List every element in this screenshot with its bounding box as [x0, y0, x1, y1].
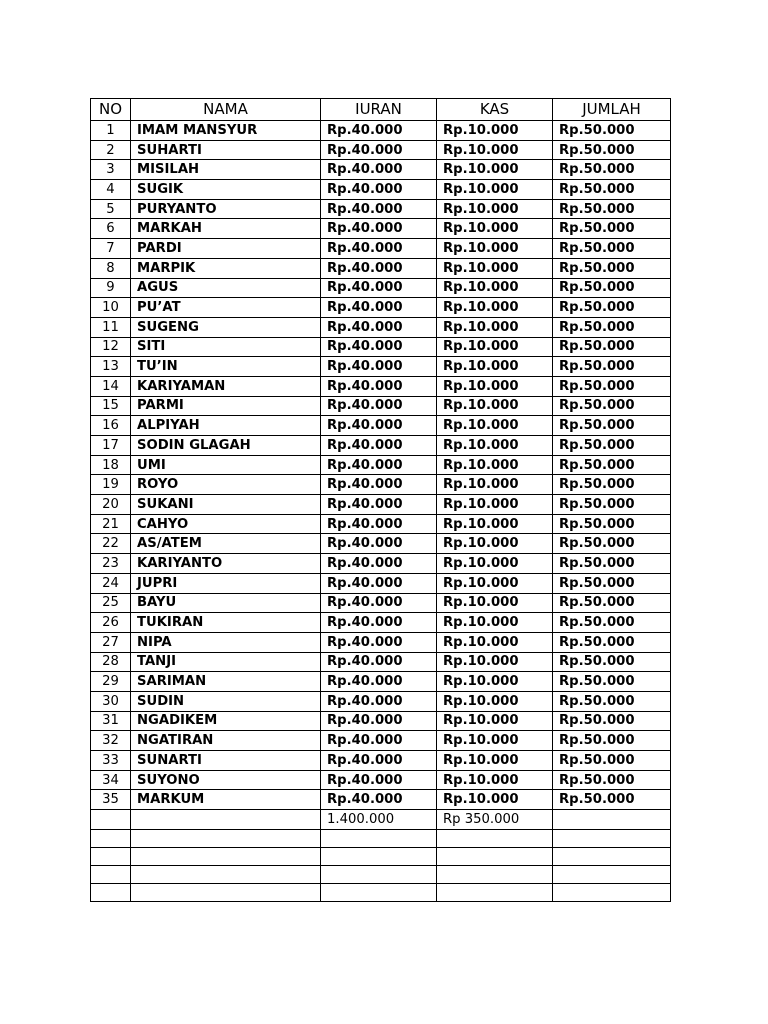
- cell-no: 26: [91, 613, 131, 633]
- cell-kas: Rp.10.000: [437, 180, 553, 200]
- cell-jumlah: Rp.50.000: [553, 770, 671, 790]
- table-row: [91, 396, 671, 416]
- cell-iuran: Rp.40.000: [321, 770, 437, 790]
- cell-kas: Rp.10.000: [437, 337, 553, 357]
- cell-nama: [131, 847, 321, 865]
- table-row: [91, 672, 671, 692]
- cell-nama: PARMI: [131, 396, 321, 416]
- blank-row: [91, 865, 671, 883]
- cell-kas: Rp.10.000: [437, 219, 553, 239]
- cell-nama: SITI: [131, 337, 321, 357]
- cell-jumlah: Rp.50.000: [553, 475, 671, 495]
- cell-iuran: Rp.40.000: [321, 573, 437, 593]
- table-row: [91, 731, 671, 751]
- cell-no: 15: [91, 396, 131, 416]
- header-kas: KAS: [437, 99, 553, 121]
- cell-no: 20: [91, 495, 131, 515]
- cell-nama: SUHARTI: [131, 140, 321, 160]
- table-row: [91, 416, 671, 436]
- table-row: [91, 711, 671, 731]
- cell-no: 17: [91, 436, 131, 456]
- cell-jumlah: Rp.50.000: [553, 495, 671, 515]
- cell-no: 23: [91, 554, 131, 574]
- cell-iuran: Rp.40.000: [321, 613, 437, 633]
- cell-jumlah: Rp.50.000: [553, 593, 671, 613]
- table-row: [91, 593, 671, 613]
- cell-no: 1: [91, 121, 131, 141]
- cell-kas: Rp.10.000: [437, 278, 553, 298]
- cell-nama: [131, 883, 321, 901]
- cell-jumlah: Rp.50.000: [553, 652, 671, 672]
- cell-no: 6: [91, 219, 131, 239]
- cell-iuran: Rp.40.000: [321, 475, 437, 495]
- cell-nama: TANJI: [131, 652, 321, 672]
- cell-iuran: Rp.40.000: [321, 593, 437, 613]
- cell-kas: Rp.10.000: [437, 652, 553, 672]
- cell-kas: [437, 865, 553, 883]
- cell-kas: Rp.10.000: [437, 573, 553, 593]
- cell-kas: Rp.10.000: [437, 554, 553, 574]
- cell-nama: NGADIKEM: [131, 711, 321, 731]
- cell-iuran: Rp.40.000: [321, 199, 437, 219]
- cell-no: 32: [91, 731, 131, 751]
- cell-nama: MISILAH: [131, 160, 321, 180]
- table-row: [91, 652, 671, 672]
- cell-jumlah: Rp.50.000: [553, 711, 671, 731]
- table-row: [91, 455, 671, 475]
- table-row: [91, 298, 671, 318]
- cell-no: 19: [91, 475, 131, 495]
- cell-kas: [437, 883, 553, 901]
- cell-jumlah: Rp.50.000: [553, 534, 671, 554]
- cell-iuran: Rp.40.000: [321, 790, 437, 810]
- cell-nama: UMI: [131, 455, 321, 475]
- cell-iuran: Rp.40.000: [321, 691, 437, 711]
- cell-no: 7: [91, 239, 131, 259]
- cell-jumlah: Rp.50.000: [553, 632, 671, 652]
- cell-iuran: Rp.40.000: [321, 652, 437, 672]
- cell-kas: Rp.10.000: [437, 396, 553, 416]
- table-row: [91, 278, 671, 298]
- cell-nama: [131, 810, 321, 830]
- cell-kas: [437, 847, 553, 865]
- cell-jumlah: Rp.50.000: [553, 613, 671, 633]
- cell-kas: Rp.10.000: [437, 770, 553, 790]
- cell-jumlah: Rp.50.000: [553, 357, 671, 377]
- cell-iuran: Rp.40.000: [321, 554, 437, 574]
- cell-nama: AGUS: [131, 278, 321, 298]
- table-row: [91, 121, 671, 141]
- cell-kas: Rp.10.000: [437, 751, 553, 771]
- cell-iuran: Rp.40.000: [321, 534, 437, 554]
- cell-no: 2: [91, 140, 131, 160]
- cell-nama: [131, 865, 321, 883]
- cell-kas: Rp.10.000: [437, 455, 553, 475]
- table-row: [91, 691, 671, 711]
- cell-nama: MARKUM: [131, 790, 321, 810]
- table-row: [91, 180, 671, 200]
- cell-kas: Rp.10.000: [437, 672, 553, 692]
- cell-kas: Rp.10.000: [437, 514, 553, 534]
- cell-no: [91, 847, 131, 865]
- cell-nama: ALPIYAH: [131, 416, 321, 436]
- totals-row: [91, 810, 671, 830]
- cell-kas: Rp 350.000: [437, 810, 553, 830]
- cell-jumlah: [553, 883, 671, 901]
- cell-no: 8: [91, 258, 131, 278]
- cell-jumlah: [553, 847, 671, 865]
- cell-nama: AS/ATEM: [131, 534, 321, 554]
- cell-iuran: Rp.40.000: [321, 376, 437, 396]
- cell-iuran: Rp.40.000: [321, 317, 437, 337]
- cell-iuran: Rp.40.000: [321, 239, 437, 259]
- table-row: [91, 514, 671, 534]
- cell-nama: SUNARTI: [131, 751, 321, 771]
- cell-iuran: Rp.40.000: [321, 632, 437, 652]
- cell-iuran: Rp.40.000: [321, 219, 437, 239]
- cell-iuran: Rp.40.000: [321, 731, 437, 751]
- cell-kas: Rp.10.000: [437, 160, 553, 180]
- cell-no: 5: [91, 199, 131, 219]
- cell-nama: NGATIRAN: [131, 731, 321, 751]
- cell-iuran: Rp.40.000: [321, 298, 437, 318]
- cell-no: 14: [91, 376, 131, 396]
- cell-nama: KARIYAMAN: [131, 376, 321, 396]
- table-row: [91, 160, 671, 180]
- cell-iuran: [321, 865, 437, 883]
- cell-jumlah: Rp.50.000: [553, 731, 671, 751]
- cell-nama: MARKAH: [131, 219, 321, 239]
- table-row: [91, 357, 671, 377]
- cell-iuran: Rp.40.000: [321, 278, 437, 298]
- cell-jumlah: Rp.50.000: [553, 396, 671, 416]
- dues-table: [90, 98, 671, 902]
- cell-nama: SUGENG: [131, 317, 321, 337]
- cell-kas: Rp.10.000: [437, 790, 553, 810]
- cell-no: 21: [91, 514, 131, 534]
- cell-kas: Rp.10.000: [437, 376, 553, 396]
- cell-iuran: 1.400.000: [321, 810, 437, 830]
- cell-kas: Rp.10.000: [437, 140, 553, 160]
- cell-nama: SUYONO: [131, 770, 321, 790]
- cell-no: 13: [91, 357, 131, 377]
- cell-no: 18: [91, 455, 131, 475]
- table-row: [91, 770, 671, 790]
- cell-nama: JUPRI: [131, 573, 321, 593]
- table-row: [91, 219, 671, 239]
- table-row: [91, 573, 671, 593]
- cell-jumlah: Rp.50.000: [553, 298, 671, 318]
- table-row: [91, 475, 671, 495]
- cell-iuran: Rp.40.000: [321, 121, 437, 141]
- cell-kas: Rp.10.000: [437, 731, 553, 751]
- cell-no: 11: [91, 317, 131, 337]
- cell-nama: PURYANTO: [131, 199, 321, 219]
- cell-kas: Rp.10.000: [437, 298, 553, 318]
- cell-nama: CAHYO: [131, 514, 321, 534]
- table-row: [91, 337, 671, 357]
- cell-iuran: Rp.40.000: [321, 514, 437, 534]
- cell-iuran: Rp.40.000: [321, 337, 437, 357]
- cell-iuran: Rp.40.000: [321, 495, 437, 515]
- table-row: [91, 239, 671, 259]
- table-row: [91, 534, 671, 554]
- cell-jumlah: Rp.50.000: [553, 121, 671, 141]
- cell-jumlah: Rp.50.000: [553, 455, 671, 475]
- cell-no: 28: [91, 652, 131, 672]
- cell-nama: PARDI: [131, 239, 321, 259]
- cell-jumlah: Rp.50.000: [553, 199, 671, 219]
- cell-no: [91, 810, 131, 830]
- cell-no: 31: [91, 711, 131, 731]
- cell-nama: ROYO: [131, 475, 321, 495]
- table-body: [91, 121, 671, 902]
- cell-no: 9: [91, 278, 131, 298]
- cell-jumlah: Rp.50.000: [553, 376, 671, 396]
- cell-jumlah: Rp.50.000: [553, 180, 671, 200]
- blank-row: [91, 847, 671, 865]
- cell-jumlah: Rp.50.000: [553, 337, 671, 357]
- table-row: [91, 554, 671, 574]
- cell-jumlah: [553, 829, 671, 847]
- cell-nama: TU’IN: [131, 357, 321, 377]
- cell-no: 16: [91, 416, 131, 436]
- cell-iuran: [321, 829, 437, 847]
- cell-no: 10: [91, 298, 131, 318]
- cell-nama: IMAM MANSYUR: [131, 121, 321, 141]
- header-jumlah: JUMLAH: [553, 99, 671, 121]
- cell-nama: NIPA: [131, 632, 321, 652]
- cell-nama: [131, 829, 321, 847]
- cell-iuran: Rp.40.000: [321, 416, 437, 436]
- cell-nama: MARPIK: [131, 258, 321, 278]
- cell-kas: Rp.10.000: [437, 199, 553, 219]
- cell-iuran: Rp.40.000: [321, 357, 437, 377]
- table-row: [91, 632, 671, 652]
- cell-no: 3: [91, 160, 131, 180]
- cell-no: 30: [91, 691, 131, 711]
- cell-jumlah: Rp.50.000: [553, 691, 671, 711]
- cell-iuran: [321, 847, 437, 865]
- cell-no: 25: [91, 593, 131, 613]
- table-row: [91, 790, 671, 810]
- table-row: [91, 751, 671, 771]
- cell-iuran: Rp.40.000: [321, 258, 437, 278]
- cell-nama: SODIN GLAGAH: [131, 436, 321, 456]
- cell-no: [91, 829, 131, 847]
- cell-iuran: Rp.40.000: [321, 160, 437, 180]
- cell-jumlah: Rp.50.000: [553, 416, 671, 436]
- cell-jumlah: Rp.50.000: [553, 317, 671, 337]
- cell-no: 22: [91, 534, 131, 554]
- cell-kas: Rp.10.000: [437, 357, 553, 377]
- table-row: [91, 199, 671, 219]
- cell-iuran: Rp.40.000: [321, 436, 437, 456]
- cell-no: 24: [91, 573, 131, 593]
- cell-no: [91, 883, 131, 901]
- cell-jumlah: [553, 810, 671, 830]
- cell-iuran: Rp.40.000: [321, 672, 437, 692]
- cell-jumlah: Rp.50.000: [553, 573, 671, 593]
- cell-iuran: Rp.40.000: [321, 455, 437, 475]
- cell-kas: [437, 829, 553, 847]
- cell-kas: Rp.10.000: [437, 593, 553, 613]
- cell-nama: BAYU: [131, 593, 321, 613]
- cell-nama: TUKIRAN: [131, 613, 321, 633]
- cell-kas: Rp.10.000: [437, 632, 553, 652]
- header-row: [91, 99, 671, 121]
- cell-iuran: Rp.40.000: [321, 180, 437, 200]
- table-row: [91, 317, 671, 337]
- cell-iuran: Rp.40.000: [321, 751, 437, 771]
- table-row: [91, 495, 671, 515]
- cell-kas: Rp.10.000: [437, 121, 553, 141]
- cell-kas: Rp.10.000: [437, 534, 553, 554]
- cell-iuran: Rp.40.000: [321, 711, 437, 731]
- cell-jumlah: Rp.50.000: [553, 278, 671, 298]
- cell-no: 4: [91, 180, 131, 200]
- cell-jumlah: Rp.50.000: [553, 219, 671, 239]
- table-row: [91, 436, 671, 456]
- cell-nama: PU’AT: [131, 298, 321, 318]
- cell-jumlah: Rp.50.000: [553, 239, 671, 259]
- cell-nama: SUGIK: [131, 180, 321, 200]
- cell-kas: Rp.10.000: [437, 258, 553, 278]
- cell-jumlah: Rp.50.000: [553, 790, 671, 810]
- cell-no: 29: [91, 672, 131, 692]
- header-iuran: IURAN: [321, 99, 437, 121]
- cell-nama: KARIYANTO: [131, 554, 321, 574]
- cell-nama: SUDIN: [131, 691, 321, 711]
- cell-no: 27: [91, 632, 131, 652]
- cell-no: 34: [91, 770, 131, 790]
- blank-row: [91, 829, 671, 847]
- cell-kas: Rp.10.000: [437, 436, 553, 456]
- cell-kas: Rp.10.000: [437, 711, 553, 731]
- cell-nama: SUKANI: [131, 495, 321, 515]
- cell-kas: Rp.10.000: [437, 613, 553, 633]
- cell-kas: Rp.10.000: [437, 475, 553, 495]
- cell-jumlah: Rp.50.000: [553, 160, 671, 180]
- cell-no: 12: [91, 337, 131, 357]
- cell-iuran: [321, 883, 437, 901]
- table-row: [91, 376, 671, 396]
- cell-jumlah: Rp.50.000: [553, 140, 671, 160]
- cell-no: [91, 865, 131, 883]
- table-row: [91, 140, 671, 160]
- header-nama: NAMA: [131, 99, 321, 121]
- cell-jumlah: Rp.50.000: [553, 258, 671, 278]
- cell-kas: Rp.10.000: [437, 317, 553, 337]
- header-no: NO: [91, 99, 131, 121]
- cell-no: 35: [91, 790, 131, 810]
- cell-nama: SARIMAN: [131, 672, 321, 692]
- blank-row: [91, 883, 671, 901]
- cell-jumlah: Rp.50.000: [553, 672, 671, 692]
- cell-jumlah: Rp.50.000: [553, 514, 671, 534]
- cell-jumlah: Rp.50.000: [553, 751, 671, 771]
- cell-no: 33: [91, 751, 131, 771]
- cell-kas: Rp.10.000: [437, 239, 553, 259]
- cell-kas: Rp.10.000: [437, 495, 553, 515]
- cell-kas: Rp.10.000: [437, 691, 553, 711]
- cell-jumlah: [553, 865, 671, 883]
- cell-iuran: Rp.40.000: [321, 140, 437, 160]
- cell-jumlah: Rp.50.000: [553, 436, 671, 456]
- cell-iuran: Rp.40.000: [321, 396, 437, 416]
- table-row: [91, 613, 671, 633]
- cell-jumlah: Rp.50.000: [553, 554, 671, 574]
- cell-kas: Rp.10.000: [437, 416, 553, 436]
- table-row: [91, 258, 671, 278]
